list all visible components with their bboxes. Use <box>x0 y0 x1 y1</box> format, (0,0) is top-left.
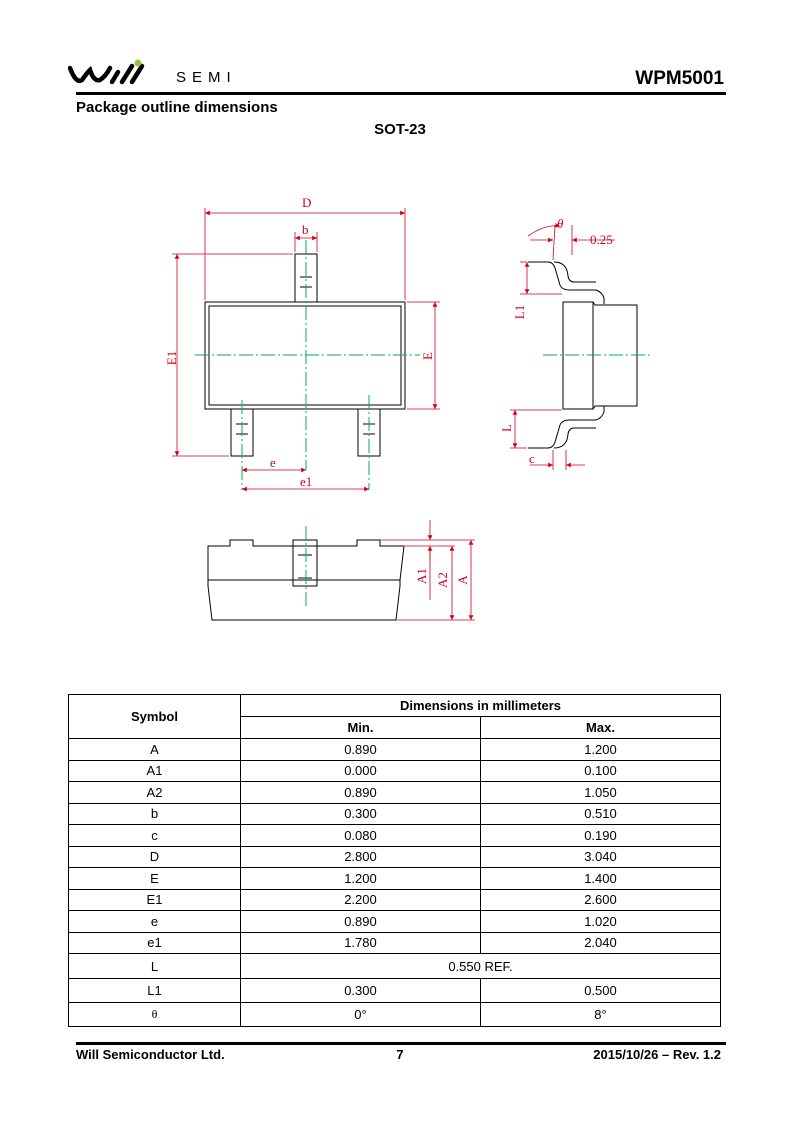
min-cell: 0.300 <box>241 979 481 1003</box>
header-rule <box>76 92 726 95</box>
section-title: Package outline dimensions <box>76 99 278 116</box>
min-cell: 0.890 <box>241 739 481 761</box>
symbol-cell: A <box>69 739 241 761</box>
dims-header: Dimensions in millimeters <box>241 695 721 717</box>
symbol-cell: L1 <box>69 979 241 1003</box>
symbol-cell: e1 <box>69 932 241 954</box>
symbol-cell: A1 <box>69 760 241 782</box>
part-number: WPM5001 <box>635 68 724 89</box>
will-semi-logo <box>68 58 168 88</box>
symbol-cell: E1 <box>69 889 241 911</box>
max-cell: 0.500 <box>480 979 720 1003</box>
max-cell: 1.050 <box>480 782 720 804</box>
svg-text:A1: A1 <box>414 568 429 584</box>
symbol-cell: E <box>69 868 241 890</box>
svg-text:e1: e1 <box>300 474 313 489</box>
max-header: Max. <box>480 717 720 739</box>
symbol-cell: D <box>69 846 241 868</box>
svg-text:A: A <box>455 575 470 585</box>
svg-text:E: E <box>420 352 435 360</box>
svg-text:L1: L1 <box>512 304 527 320</box>
symbol-cell: e <box>69 911 241 933</box>
table-row <box>69 803 721 825</box>
svg-text:c: c <box>529 451 535 466</box>
max-cell: 0.510 <box>480 803 720 825</box>
svg-text:e: e <box>270 455 276 470</box>
table-row <box>69 979 721 1003</box>
footer-date-rev: 2015/10/26 – Rev. 1.2 <box>593 1047 721 1062</box>
max-cell: 3.040 <box>480 846 720 868</box>
table-row <box>69 1003 721 1027</box>
table-row <box>69 954 721 979</box>
min-cell: 0° <box>241 1003 481 1027</box>
front-view-labels <box>414 568 470 588</box>
min-cell: 0.300 <box>241 803 481 825</box>
max-cell: 2.600 <box>480 889 720 911</box>
package-outline-drawing <box>0 140 800 640</box>
min-cell: 0.890 <box>241 911 481 933</box>
symbol-cell: θ <box>69 1003 241 1027</box>
svg-text:0.25: 0.25 <box>590 232 613 247</box>
table-row <box>69 868 721 890</box>
min-cell: 1.780 <box>241 932 481 954</box>
symbol-cell: L <box>69 954 241 979</box>
symbol-header: Symbol <box>69 695 241 739</box>
min-cell: 0.890 <box>241 782 481 804</box>
symbol-cell: c <box>69 825 241 847</box>
package-name: SOT-23 <box>374 121 426 138</box>
table-row <box>69 782 721 804</box>
page-number: 7 <box>396 1047 404 1062</box>
max-cell: 1.020 <box>480 911 720 933</box>
table-row <box>69 846 721 868</box>
svg-text:E1: E1 <box>164 350 179 366</box>
table-row <box>69 932 721 954</box>
svg-text:θ: θ <box>557 216 564 231</box>
max-cell: 0.190 <box>480 825 720 847</box>
max-cell: 2.040 <box>480 932 720 954</box>
table-row <box>69 760 721 782</box>
max-cell: 1.200 <box>480 739 720 761</box>
table-row <box>69 739 721 761</box>
min-cell: 1.200 <box>241 868 481 890</box>
svg-text:b: b <box>302 222 309 237</box>
svg-text:A2: A2 <box>435 572 450 588</box>
svg-text:L: L <box>499 424 514 432</box>
max-cell: 0.100 <box>480 760 720 782</box>
symbol-cell: A2 <box>69 782 241 804</box>
min-cell: 0.080 <box>241 825 481 847</box>
min-cell: 2.800 <box>241 846 481 868</box>
min-cell: 0.000 <box>241 760 481 782</box>
table-row <box>69 911 721 933</box>
brand-name: SEMI <box>176 69 237 86</box>
min-cell: 2.200 <box>241 889 481 911</box>
symbol-cell: b <box>69 803 241 825</box>
footer-company: Will Semiconductor Ltd. <box>76 1047 225 1062</box>
footer-rule <box>76 1042 726 1045</box>
max-cell: 1.400 <box>480 868 720 890</box>
dimensions-table <box>68 694 721 1027</box>
max-cell: 8° <box>480 1003 720 1027</box>
min-header: Min. <box>241 717 481 739</box>
ref-cell: 0.550 REF. <box>241 954 721 979</box>
table-row <box>69 825 721 847</box>
table-row <box>69 889 721 911</box>
svg-text:D: D <box>302 195 312 210</box>
